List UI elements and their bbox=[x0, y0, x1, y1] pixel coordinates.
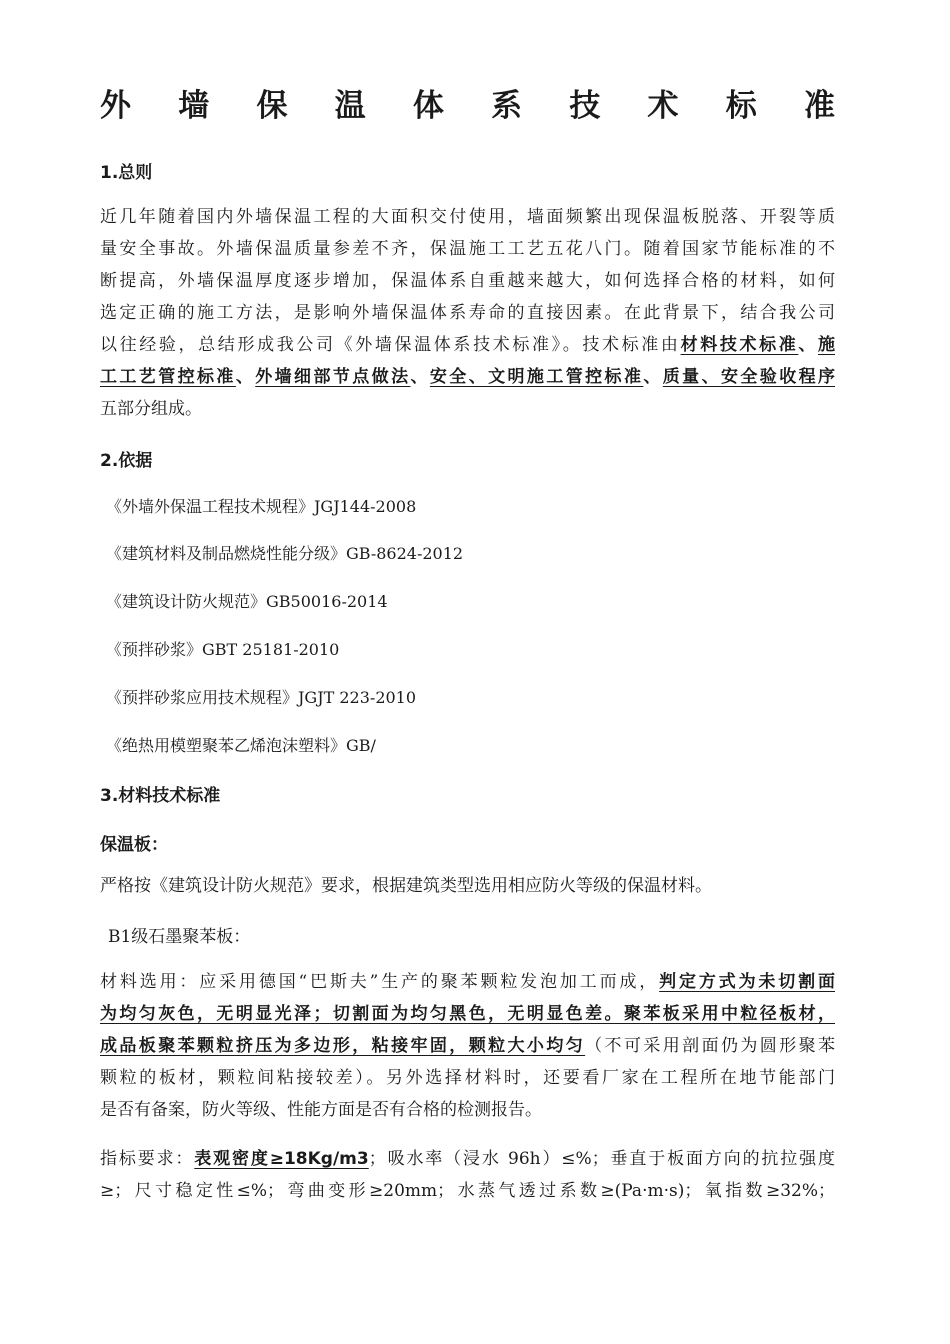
title-char: 技 bbox=[569, 88, 601, 124]
title-char: 标 bbox=[725, 88, 757, 124]
emphasis-text: 安全、文明施工管控标准 bbox=[429, 367, 644, 387]
paragraph-line: 五部分组成。 bbox=[100, 399, 202, 419]
reference-item: 《预拌砂浆应用技术规程》JGJT 223-2010 bbox=[106, 688, 417, 707]
material-grade-label bbox=[108, 921, 843, 953]
text-run: 指标要求： bbox=[100, 1149, 195, 1169]
emphasis-text: 外墙细部节点做法 bbox=[255, 367, 411, 387]
paragraph-line: 量安全事故。外墙保温质量参差不齐，保温施工工艺五花八门。随着国家节能标准的不 bbox=[100, 239, 835, 259]
text-run: ；吸水率（浸水 96h）≤%；垂直于板面方向的抗拉强度 bbox=[368, 1149, 835, 1169]
paragraph-line: 颗粒的板材，颗粒间粘接较差）。另外选择材料时，还要看厂家在工程所在地节能部门 bbox=[100, 1068, 835, 1088]
title-char: 外 bbox=[100, 88, 131, 124]
text-run: 材料选用：应采用德国“巴斯夫”生产的聚苯颗粒发泡加工而成， bbox=[100, 972, 660, 992]
reference-item: 《预拌砂浆》GBT 25181-2010 bbox=[106, 640, 340, 659]
paragraph-line bbox=[100, 361, 835, 393]
emphasis-text: 工工艺管控标准 bbox=[100, 367, 236, 387]
reference-item: 《建筑材料及制品燃烧性能分级》GB-8624-2012 bbox=[106, 544, 464, 563]
section-1-paragraph bbox=[100, 201, 835, 425]
reference-item: 《绝热用模塑聚苯乙烯泡沫塑料》GB/ bbox=[106, 736, 376, 755]
text-run: （不可采用剖面仍为圆形聚苯 bbox=[585, 1036, 836, 1056]
title-char: 温 bbox=[334, 88, 366, 124]
emphasis-text: 成品板聚苯颗粒挤压为多边形，粘接牢固，颗粒大小均匀 bbox=[100, 1036, 586, 1056]
section-3-heading: 3.材料技术标准 bbox=[100, 786, 221, 806]
paragraph-line: 近几年随着国内外墙保温工程的大面积交付使用，墙面频繁出现保温板脱落、开裂等质 bbox=[100, 207, 835, 227]
punctuation: 、 bbox=[798, 335, 819, 355]
section-2-heading: 2.依据 bbox=[100, 451, 153, 471]
paragraph-line bbox=[100, 329, 835, 361]
title-char: 体 bbox=[412, 88, 444, 124]
title-char: 墙 bbox=[178, 88, 210, 124]
paragraph-line: 为均匀灰色，无明显光泽；切割面为均匀黑色，无明显色差。聚苯板采用中粒径板材， bbox=[100, 1004, 835, 1024]
reference-item: 《外墙外保温工程技术规程》JGJ144-2008 bbox=[106, 497, 417, 516]
emphasis-text: 材料技术标准 bbox=[680, 335, 799, 355]
punctuation: 、 bbox=[235, 367, 256, 387]
subsection-heading: 保温板： bbox=[100, 835, 168, 855]
emphasis-text: 判定方式为未切割面 bbox=[659, 972, 835, 992]
punctuation: 、 bbox=[410, 367, 430, 387]
paragraph-line: B1级石墨聚苯板： bbox=[108, 927, 251, 947]
material-selection-paragraph bbox=[100, 966, 835, 1126]
emphasis-text: 质量、安全验收程序 bbox=[662, 367, 836, 387]
title-char: 术 bbox=[647, 88, 679, 124]
title-char: 准 bbox=[803, 88, 835, 124]
document-title bbox=[100, 80, 835, 125]
section-1-heading: 1.总则 bbox=[100, 163, 153, 183]
paragraph-line: 严格按《建筑设计防火规范》要求，根据建筑类型选用相应防火等级的保温材料。 bbox=[100, 876, 712, 896]
title-char: 保 bbox=[256, 88, 288, 124]
paragraph-line: ≥；尺寸稳定性≤%；弯曲变形≥20mm；水蒸气透过系数≥(Pa·m·s)；氧指数≥32%； bbox=[100, 1181, 835, 1201]
paragraph-line: 选定正确的施工方法，是影响外墙保温体系寿命的直接因素。在此背景下，结合我公司 bbox=[100, 303, 835, 323]
paragraph bbox=[100, 870, 835, 902]
text-run: 以往经验，总结形成我公司《外墙保温体系技术标准》。技术标准由 bbox=[100, 335, 681, 355]
paragraph-line bbox=[100, 1143, 835, 1175]
paragraph-line bbox=[100, 1030, 835, 1062]
emphasis-text: 表观密度≥18Kg/m3 bbox=[194, 1149, 369, 1169]
reference-item: 《建筑设计防火规范》GB50016-2014 bbox=[106, 592, 388, 611]
paragraph-line: 断提高，外墙保温厚度逐步增加，保温体系自重越来越大，如何选择合格的材料，如何 bbox=[100, 271, 835, 291]
paragraph-line: 是否有备案，防火等级、性能方面是否有合格的检测报告。 bbox=[100, 1100, 542, 1120]
title-char: 系 bbox=[491, 88, 523, 124]
paragraph-line bbox=[100, 966, 835, 998]
emphasis-text: 施 bbox=[818, 335, 836, 355]
punctuation: 、 bbox=[643, 367, 663, 387]
index-requirements-paragraph bbox=[100, 1143, 835, 1207]
